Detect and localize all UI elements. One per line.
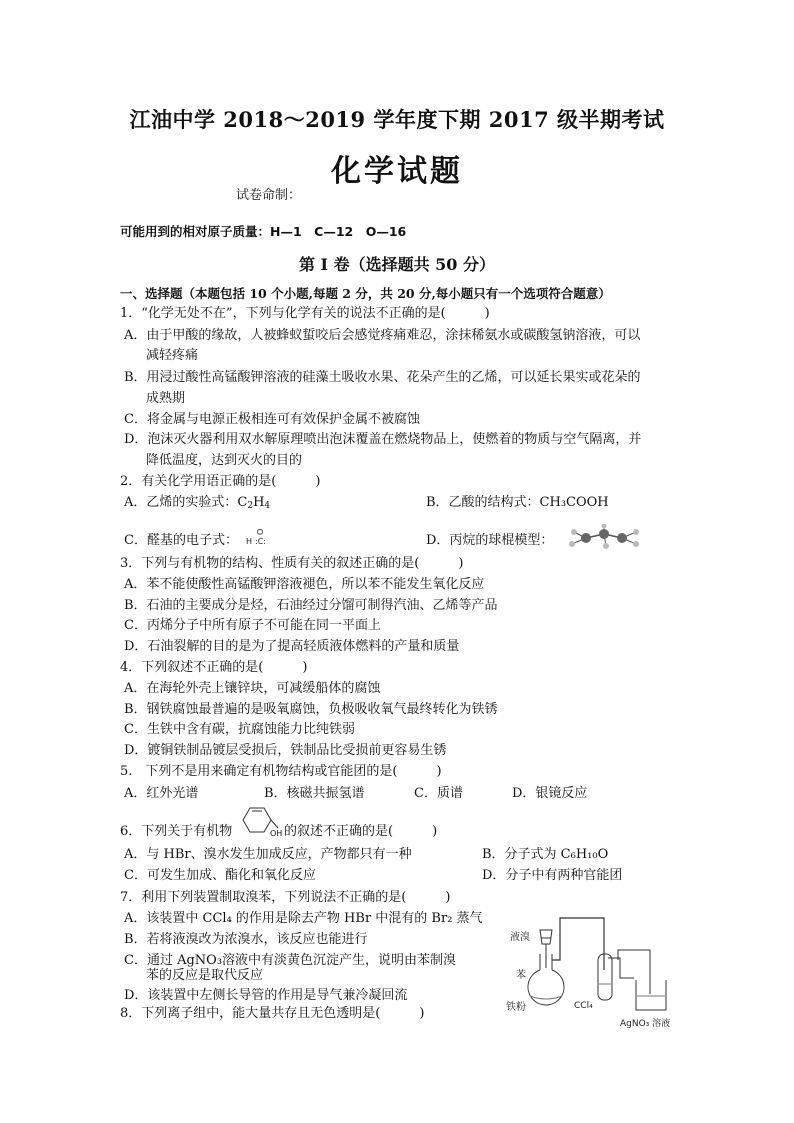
q5-option-a: A．红外光谱 bbox=[124, 786, 199, 801]
q7-option-a: A．该装置中 CCl₄ 的作用是除去产物 HBr 中混有的 Br₂ 蒸气 bbox=[124, 911, 483, 926]
q2-formula bbox=[237, 495, 270, 510]
q1-option-d-cont: 降低温度，达到灭火的目的 bbox=[146, 453, 303, 468]
q4-option-a: A．在海轮外壳上镶锌块，可减缓船体的腐蚀 bbox=[124, 681, 381, 696]
section-heading: 一、选择题（本题包括 10 个小题,每题 2 分，共 20 分,每小题只有一个选项符合题意） bbox=[120, 286, 611, 301]
q1-stem: 1．“化学无处不在”，下列与化学有关的说法不正确的是( ) bbox=[120, 306, 490, 321]
q7-option-b: B．若将液溴改为浓溴水，该反应也能进行 bbox=[124, 932, 368, 947]
q4-option-c: C．生铁中含有碳，抗腐蚀能力比纯铁弱 bbox=[124, 722, 355, 737]
q6-option-a: A．与 HBr、溴水发生加成反应，产物都只有一种 bbox=[124, 847, 412, 862]
q7-option-d: D．该装置中左侧长导管的作用是导气兼冷凝回流 bbox=[124, 988, 408, 1003]
q3-option-d: D．石油裂解的目的是为了提高轻质液体燃料的产量和质量 bbox=[124, 639, 460, 654]
q3-option-a: A．苯不能使酸性高锰酸钾溶液褪色，所以苯不能发生氧化反应 bbox=[124, 577, 485, 592]
q7-option-c-cont: 苯的反应是取代反应 bbox=[146, 968, 264, 983]
formula-h: H bbox=[253, 495, 265, 510]
label-liquid-bromine: 液溴 bbox=[510, 932, 530, 943]
q5-option-c: C．质谱 bbox=[414, 786, 463, 801]
atomic-mass-line: 可能用到的相对原子质量：H—1 C—12 O—16 bbox=[120, 224, 407, 239]
q1-option-a: A．由于甲酸的缘故，人被蜂蚁蜇咬后会感觉疼痛难忍，涂抹稀氨水或碳酸氢钠溶液，可以 bbox=[124, 328, 641, 343]
q7-stem: 7．利用下列装置制取溴苯，下列说法不正确的是( ) bbox=[120, 890, 451, 905]
svg-text:O: O bbox=[256, 528, 265, 535]
q3-stem: 3．下列与有机物的结构、性质有关的叙述正确的是( ) bbox=[120, 556, 464, 571]
svg-text:H: H bbox=[246, 537, 253, 546]
q8-stem: 8．下列离子组中，能大量共存且无色透明是( ) bbox=[120, 1006, 425, 1021]
q6-oh-label: OH bbox=[270, 829, 283, 838]
q2-option-a-text: A．乙烯的实验式： bbox=[124, 495, 238, 510]
q1-option-b: B．用浸过酸性高锰酸钾溶液的硅藻土吸收水果、花朵产生的乙烯，可以延长果实或花朵的 bbox=[124, 370, 641, 385]
q1-option-b-cont: 成熟期 bbox=[146, 391, 186, 406]
part-title: 第 I 卷（选择题共 50 分） bbox=[298, 255, 496, 274]
q7-option-c: C．通过 AgNO₃溶液中有淡黄色沉淀产生，说明由苯制溴 bbox=[124, 953, 457, 968]
aldehyde-electron-formula bbox=[244, 524, 274, 550]
q6-option-b: B．分子式为 C₆H₁₀O bbox=[482, 847, 609, 862]
formula-sub2: 4 bbox=[264, 501, 271, 511]
q5-stem: 5. 下列不是用来确定有机物结构或官能团的是( ) bbox=[120, 764, 442, 779]
q2-option-c: C．醛基的电子式： bbox=[124, 533, 238, 548]
label-ccl4: CCl₄ bbox=[574, 1001, 593, 1011]
q6-stem-post: 的叙述不正确的是( ) bbox=[284, 824, 438, 839]
q4-option-d: D．镀铜铁制品镀层受损后，铁制品比受损前更容易生锈 bbox=[124, 743, 447, 758]
svg-text::C:: :C: bbox=[255, 537, 266, 546]
q2-option-d: D．丙烷的球棍模型： bbox=[426, 533, 554, 548]
q4-stem: 4．下列叙述不正确的是( ) bbox=[120, 660, 308, 675]
q1-option-c: C．将金属与电源正极相连可有效保护金属不被腐蚀 bbox=[124, 412, 420, 427]
formula-c: C bbox=[237, 495, 248, 510]
bromobenzene-apparatus-diagram bbox=[500, 910, 690, 1030]
q1-option-a-cont: 减轻疼痛 bbox=[146, 348, 199, 363]
q6-option-d: D．分子中有两种官能团 bbox=[482, 868, 623, 883]
label-agno3-solution: AgNO₃ 溶液 bbox=[620, 1019, 671, 1029]
propane-ball-stick-model-icon bbox=[566, 524, 642, 550]
q2-stem: 2．有关化学用语正确的是( ) bbox=[120, 474, 321, 489]
exam-title: 江油中学 2018～2019 学年度下期 2017 级半期考试 bbox=[129, 107, 665, 132]
q1-option-d: D．泡沫灭火器利用双水解原理喷出泡沫覆盖在燃烧物品上，使燃着的物质与空气隔离，并 bbox=[124, 432, 642, 447]
q2-option-b: B．乙酸的结构式：CH₃COOH bbox=[426, 495, 609, 510]
q5-option-b: B．核磁共振氢谱 bbox=[264, 786, 365, 801]
formula-sub1: 2 bbox=[247, 501, 254, 511]
q6-stem-pre: 6．下列关于有机物 bbox=[120, 824, 233, 839]
q3-option-b: B．石油的主要成分是烃，石油经过分馏可制得汽油、乙烯等产品 bbox=[124, 598, 498, 613]
q5-option-d: D．银镜反应 bbox=[512, 786, 588, 801]
q6-option-c: C．可发生加成、酯化和氧化反应 bbox=[124, 868, 316, 883]
author-label: 试卷命制： bbox=[236, 188, 302, 203]
subject-title: 化学试题 bbox=[331, 154, 463, 189]
q3-option-c: C．丙烯分子中所有原子不可能在同一平面上 bbox=[124, 618, 381, 633]
q4-option-b: B．钢铁腐蚀最普遍的是吸氧腐蚀，负极吸收氧气最终转化为铁锈 bbox=[124, 702, 498, 717]
q2-option-a bbox=[124, 495, 270, 514]
label-benzene: 苯 bbox=[516, 970, 526, 981]
label-iron-powder: 铁粉 bbox=[506, 1002, 526, 1013]
